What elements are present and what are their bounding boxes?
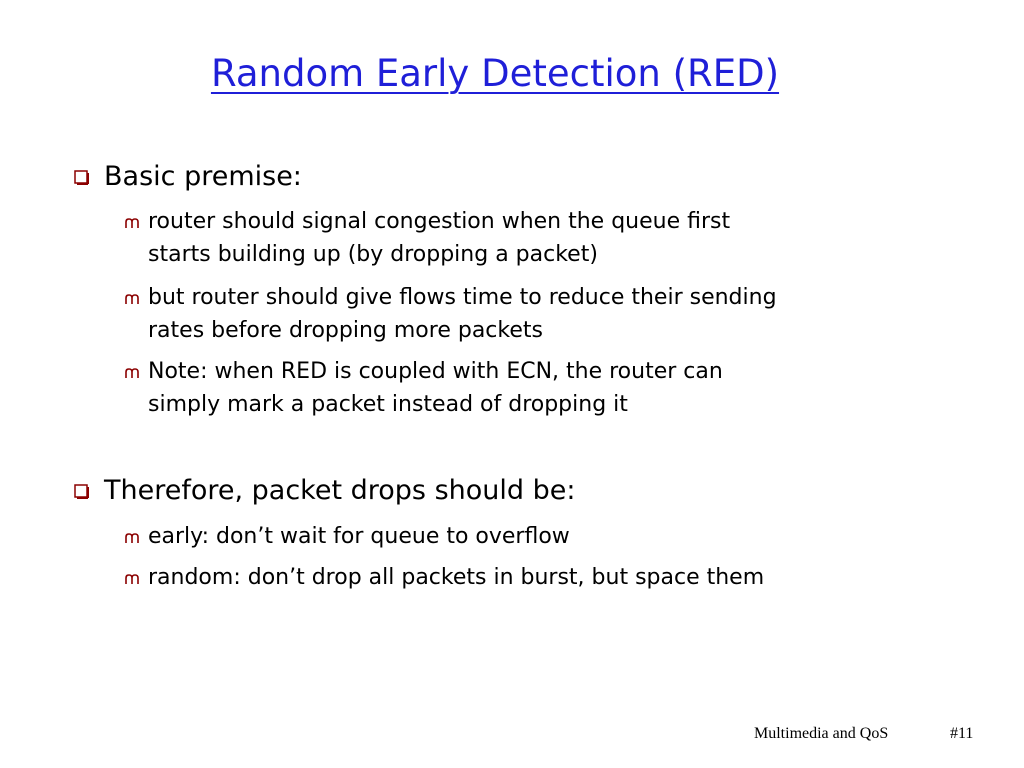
square-bullet-icon — [74, 170, 90, 186]
slide-title: Random Early Detection (RED) — [210, 52, 780, 95]
section-heading: Therefore, packet drops should be: — [104, 475, 576, 506]
sub-bullet-text — [148, 355, 928, 421]
sub-bullet-line: simply mark a packet instead of dropping it — [148, 392, 628, 417]
footer-slide-number: #11 — [950, 725, 974, 742]
section-heading: Basic premise: — [104, 161, 302, 192]
sub-bullet-text — [148, 205, 928, 271]
sub-bullet-line: router should signal congestion when the queue first — [148, 209, 731, 234]
sub-bullet-line: Note: when RED is coupled with ECN, the router can — [148, 359, 723, 384]
sub-bullet-text — [148, 561, 928, 594]
sub-bullet-line: early: don’t wait for queue to overflow — [148, 524, 570, 549]
sub-bullet-text — [148, 520, 928, 553]
circle-bullet-icon — [124, 217, 140, 229]
sub-bullet-line: random: don’t drop all packets in burst, but space them — [148, 565, 765, 590]
sub-bullet-line: rates before dropping more packets — [148, 318, 543, 343]
circle-bullet-icon — [124, 573, 140, 585]
circle-bullet-icon — [124, 367, 140, 379]
footer-course-title: Multimedia and QoS — [754, 725, 889, 742]
circle-bullet-icon — [124, 293, 140, 305]
sub-bullet-line: but router should give flows time to reduce their sending — [148, 285, 777, 310]
sub-bullet-text — [148, 281, 928, 347]
circle-bullet-icon — [124, 532, 140, 544]
square-bullet-icon — [74, 484, 90, 500]
sub-bullet-line: starts building up (by dropping a packet) — [148, 242, 598, 267]
